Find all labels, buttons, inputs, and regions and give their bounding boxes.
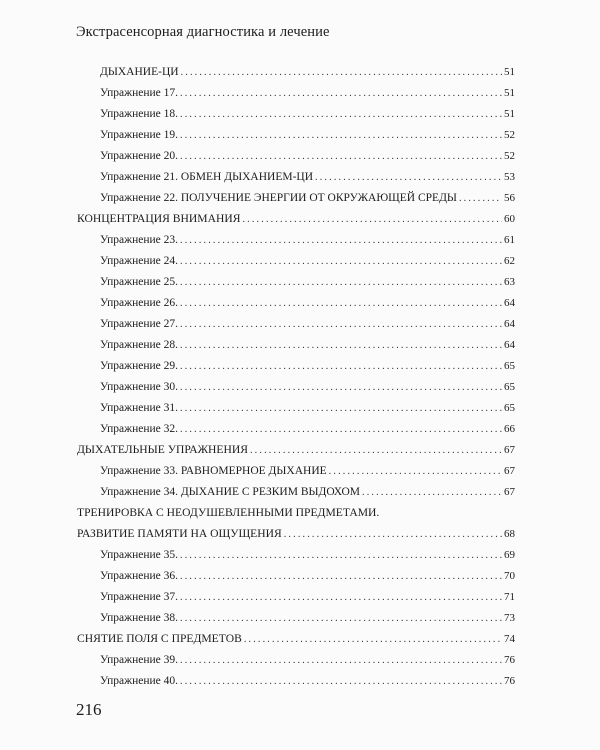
toc-entry (100, 190, 515, 206)
dot-leader (329, 464, 502, 480)
dot-leader (180, 128, 502, 144)
dot-leader (180, 611, 502, 627)
toc-entry-title: КОНЦЕНТРАЦИЯ ВНИМАНИЯ (77, 212, 241, 225)
toc-entry-page: 67 (504, 465, 515, 477)
toc-entry-title: Упражнение 26. (100, 297, 179, 309)
dot-leader (180, 401, 502, 417)
toc-entry (100, 337, 515, 353)
toc-entry (100, 169, 515, 185)
dot-leader (180, 569, 502, 585)
toc-entry-page: 69 (504, 549, 515, 561)
toc-entry-title: Упражнение 39. (100, 654, 179, 666)
toc-entry (100, 568, 515, 584)
page-number: 216 (76, 700, 102, 719)
toc-entry (100, 232, 515, 248)
toc-entry-page: 64 (504, 339, 515, 351)
toc-entry-title: Упражнение 35. (100, 549, 179, 561)
toc-entry (100, 673, 515, 689)
toc-entry-page: 66 (504, 423, 515, 435)
toc-entry (100, 295, 515, 311)
toc-entry-page: 51 (504, 66, 515, 78)
toc-entry-page: 64 (504, 318, 515, 330)
toc-entry-page: 67 (504, 486, 515, 498)
toc-entry-page: 76 (504, 675, 515, 687)
dot-leader (180, 254, 502, 270)
toc-entry (100, 127, 515, 143)
toc-entry-title: Упражнение 32. (100, 423, 179, 435)
toc-entry-title: СНЯТИЕ ПОЛЯ С ПРЕДМЕТОВ (77, 632, 242, 645)
dot-leader (244, 632, 502, 648)
toc-entry (100, 379, 515, 395)
toc-entry-page: 70 (504, 570, 515, 582)
dot-leader (180, 338, 502, 354)
toc-section-entry (77, 526, 515, 542)
toc-section-entry (77, 505, 515, 521)
toc-entry-title: Упражнение 30. (100, 381, 179, 393)
toc-entry-title: ТРЕНИРОВКА С НЕОДУШЕВЛЕННЫМИ ПРЕДМЕТАМИ. (77, 506, 380, 519)
toc-entry-title: Упражнение 38. (100, 612, 179, 624)
toc-entry (100, 274, 515, 290)
dot-leader (315, 170, 502, 186)
toc-entry-page: 56 (504, 192, 515, 204)
toc-entry-page: 74 (504, 633, 515, 645)
toc-entry-title: Упражнение 37. (100, 591, 179, 603)
toc-entry-title: Упражнение 31. (100, 402, 179, 414)
toc-entry-title: Упражнение 36. (100, 570, 179, 582)
dot-leader (180, 296, 502, 312)
toc-entry-page: 60 (504, 213, 515, 225)
toc-entry (100, 547, 515, 563)
dot-leader (459, 191, 502, 207)
toc-section-entry (77, 631, 515, 647)
dot-leader (180, 422, 502, 438)
toc-entry-title: Упражнение 25. (100, 276, 179, 288)
toc-entry-title: Упражнение 27. (100, 318, 179, 330)
toc-entry-page: 51 (504, 108, 515, 120)
toc-entry-title: Упражнение 21. ОБМЕН ДЫХАНИЕМ-ЦИ (100, 171, 314, 183)
toc-entry-page: 73 (504, 612, 515, 624)
toc-entry (100, 64, 515, 80)
toc-entry-title: Упражнение 23. (100, 234, 179, 246)
toc-entry (100, 610, 515, 626)
toc-entry (100, 589, 515, 605)
toc-entry (100, 85, 515, 101)
toc-entry-page: 68 (504, 528, 515, 540)
toc-entry (100, 148, 515, 164)
toc-entry-title: Упражнение 40. (100, 675, 179, 687)
dot-leader (180, 86, 502, 102)
dot-leader (362, 485, 502, 501)
toc-entry-page: 53 (504, 171, 515, 183)
toc-entry-title: Упражнение 17. (100, 87, 179, 99)
dot-leader (180, 653, 502, 669)
toc-entry-page: 76 (504, 654, 515, 666)
toc-entry-page: 61 (504, 234, 515, 246)
toc-entry-page: 64 (504, 297, 515, 309)
toc-section-entry (77, 442, 515, 458)
toc-entry-page: 71 (504, 591, 515, 603)
toc-entry-title: Упражнение 34. ДЫХАНИЕ С РЕЗКИМ ВЫДОХОМ (100, 486, 361, 498)
toc-entry-page: 51 (504, 87, 515, 99)
dot-leader (180, 275, 502, 291)
dot-leader (180, 590, 502, 606)
toc-entry (100, 106, 515, 122)
toc-entry-page: 65 (504, 402, 515, 414)
toc-entry-title: Упражнение 20. (100, 150, 179, 162)
toc-entry (100, 253, 515, 269)
toc-entry (100, 316, 515, 332)
toc-entry-title: Упражнение 18. (100, 108, 179, 120)
toc-entry (100, 358, 515, 374)
toc-entry-title: Упражнение 29. (100, 360, 179, 372)
toc-entry-page: 63 (504, 276, 515, 288)
toc-entry-title: Упражнение 22. ПОЛУЧЕНИЕ ЭНЕРГИИ ОТ ОКРУЖАЮЩЕЙ СРЕДЫ (100, 192, 457, 204)
page-header: Экстрасенсорная диагностика и лечение (76, 24, 330, 40)
toc-entry-page: 65 (504, 381, 515, 393)
toc-entry-page: 67 (504, 444, 515, 456)
dot-leader (180, 359, 502, 375)
dot-leader (180, 317, 502, 333)
dot-leader (180, 548, 502, 564)
dot-leader (180, 107, 502, 123)
toc-entry-title: ДЫХАНИЕ-ЦИ (100, 66, 179, 78)
toc-entry-title: Упражнение 28. (100, 339, 179, 351)
toc-entry-page: 52 (504, 150, 515, 162)
toc-entry-page: 62 (504, 255, 515, 267)
dot-leader (181, 65, 502, 81)
toc-entry (100, 400, 515, 416)
dot-leader (180, 149, 502, 165)
toc-section-entry (77, 211, 515, 227)
dot-leader (180, 233, 502, 249)
toc-entry-title: РАЗВИТИЕ ПАМЯТИ НА ОЩУЩЕНИЯ (77, 527, 282, 540)
toc-entry-title: ДЫХАТЕЛЬНЫЕ УПРАЖНЕНИЯ (77, 443, 248, 456)
toc-entry (100, 421, 515, 437)
dot-leader (180, 674, 502, 690)
toc-entry-page: 52 (504, 129, 515, 141)
toc-entry-page: 65 (504, 360, 515, 372)
toc-entry (100, 463, 515, 479)
dot-leader (180, 380, 502, 396)
dot-leader (284, 527, 502, 543)
toc-entry-title: Упражнение 33. РАВНОМЕРНОЕ ДЫХАНИЕ (100, 465, 327, 477)
toc-entry-title: Упражнение 24. (100, 255, 179, 267)
toc-entry (100, 484, 515, 500)
dot-leader (242, 212, 502, 228)
dot-leader (250, 443, 502, 459)
toc-entry-title: Упражнение 19. (100, 129, 179, 141)
toc-entry (100, 652, 515, 668)
